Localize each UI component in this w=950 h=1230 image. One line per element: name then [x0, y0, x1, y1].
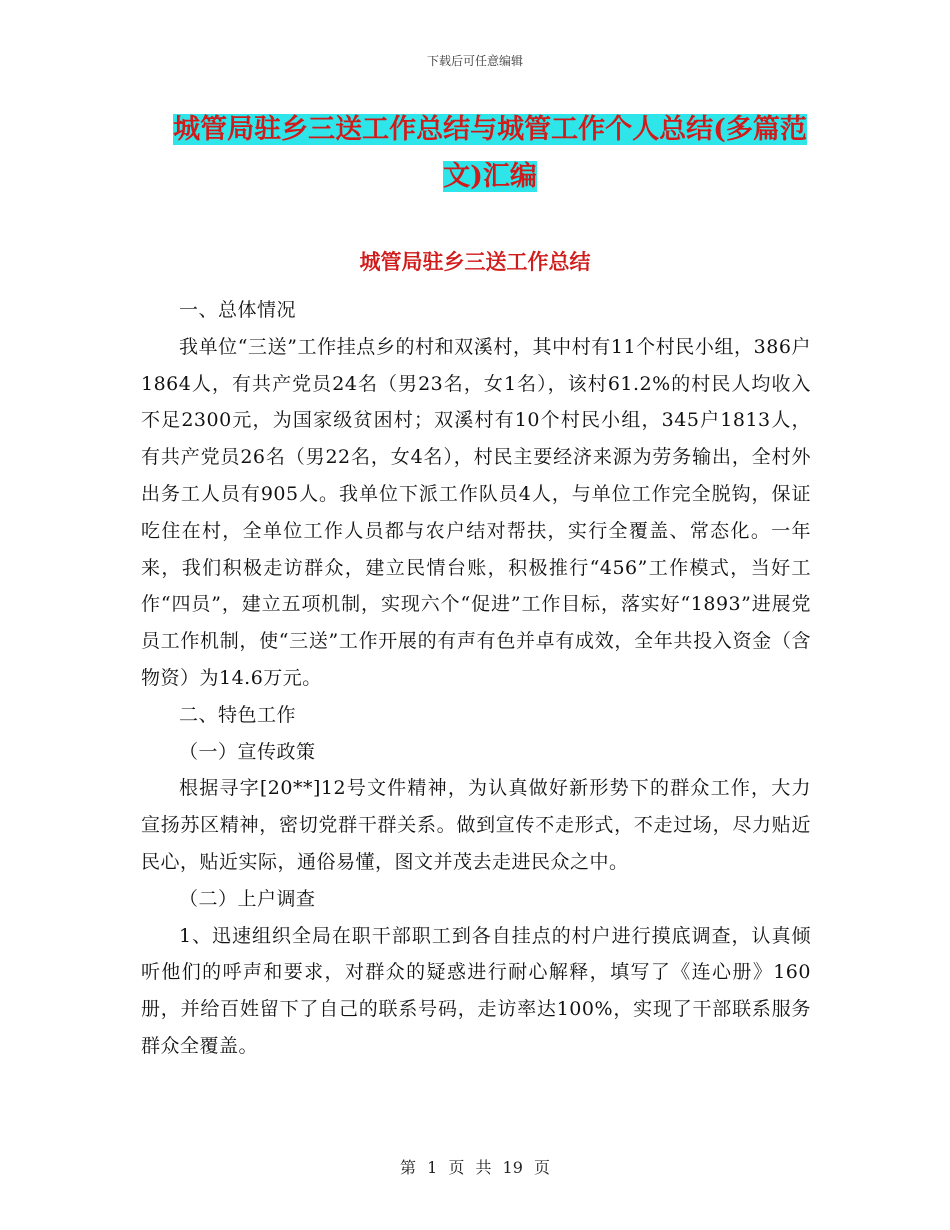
paragraph-publicity: 根据寻字[20**]12号文件精神，为认真做好新形势下的群众工作，大力宣扬苏区精神，密切党群干群关系。做到宣传不走形式，不走过场，尽力贴近民心，贴近实际，通俗易懂，图文并茂去走进民众之中。 [141, 777, 811, 873]
document-body [141, 292, 811, 1065]
subheading-publicity: （一）宣传政策 [179, 740, 316, 763]
page-header-note: 下载后可任意编辑 [426, 54, 523, 68]
subheading-household-survey: （二）上户调查 [179, 887, 316, 910]
document-title-line-2: 文)汇编 [443, 161, 537, 192]
section-title: 城管局驻乡三送工作总结 [359, 249, 591, 274]
heading-overview: 一、总体情况 [179, 299, 297, 321]
document-title-line-1: 城管局驻乡三送工作总结与城管工作个人总结(多篇范 [173, 114, 807, 145]
heading-special-work: 二、特色工作 [179, 703, 297, 726]
paragraph-overview: 我单位“三送”工作挂点乡的村和双溪村，其中村有11个村民小组，386户1864人，有共产党员24名（男23名，女1名），该村61.2%的村民人均收入不足2300元，为国家级贫困村；双溪村有10个村民小组，345户1813人，有共产党员26名（男22名，女4名），村民主要经济来源为劳务输出，全村外出务工人员有905人。我单位下派工作队员4人，与单位工作完全脱钩，保证吃住在村，全单位工作人员都与农户结对帮扶，实行全覆盖、常态化。一年来，我们积极走访群众，建立民情台账，积极推行“456”工作模式，当好工作“四员”，建立五项机制，实现六个“促进”工作目标，落实好“1893”进展党员工作机制，使“三送”工作开展的有声有色并卓有成效，全年共投入资金（含物资）为14.6万元。 [141, 335, 811, 689]
page-number-indicator: 第 1 页 共 19 页 [400, 1158, 550, 1177]
paragraph-household-survey: 1、迅速组织全局在职干部职工到各自挂点的村户进行摸底调查，认真倾听他们的呼声和要求，对群众的疑惑进行耐心解释，填写了《连心册》160册，并给百姓留下了自己的联系号码，走访率达100%，实现了干部联系服务群众全覆盖。 [141, 924, 811, 1057]
document-title [140, 106, 840, 200]
